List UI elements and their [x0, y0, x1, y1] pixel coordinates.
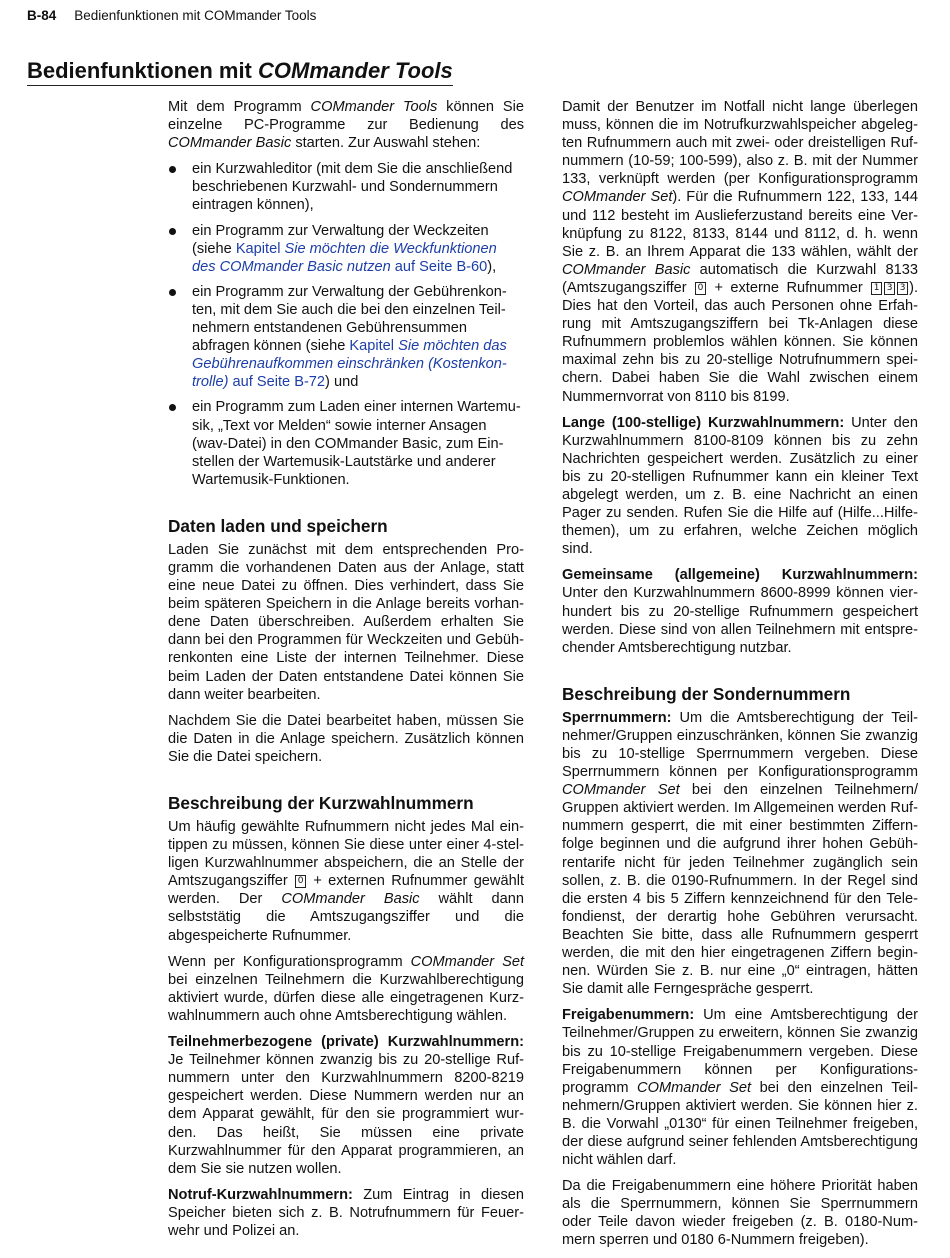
running-header [27, 8, 316, 23]
link-chapter-title: Sie möchten die Weckfunktionen des COMmander Basic nutzen [192, 240, 497, 275]
bullet-icon [169, 289, 176, 296]
section-heading-daten: Daten laden und speichern [168, 515, 388, 536]
text-run: starten. Zur Auswahl stehen: [291, 135, 481, 152]
link-page-ref: auf Seite B-60 [390, 258, 488, 275]
list-item [168, 222, 524, 276]
page-title-text: Bedienfunktionen mit [27, 58, 258, 83]
paragraph [562, 414, 918, 559]
running-title: Bedienfunktionen mit COMmander Tools [74, 8, 317, 23]
list-item [168, 160, 524, 214]
text-run: Um häufig gewählte Rufnummern nicht jedes Mal eintippen zu müssen, können Sie diese unter einer 4-stelligen Kurzwahlnummer abspeichern, die an Stelle der Amtszugangsziffer [168, 819, 524, 890]
left-column [168, 98, 524, 1248]
intro-paragraph [168, 98, 524, 152]
link-page-ref: auf Seite B-72 [228, 374, 326, 391]
chapter-link-weckfunktionen[interactable] [192, 241, 497, 275]
paragraph [168, 818, 524, 945]
list-item-text: ein Programm zum Laden einer internen Wartemusik, „Text vor Melden“ sowie interner Ansagen (wav-Datei) in den COMmander Basic, zum Einstellen der Wartemusik-Lautstärke und anderer Wartemusik-Funktionen. [192, 399, 521, 488]
list-item [168, 398, 524, 488]
list-item-text: ) und [325, 374, 359, 391]
key-icon: 0 [295, 875, 306, 888]
paragraph [562, 566, 918, 656]
product-name: COMmander Set [562, 189, 673, 206]
bullet-icon [169, 166, 176, 173]
link-chapter-title: Sie möchten das Gebührenaufkommen einschränken (Kostenkontrolle) [192, 338, 507, 391]
product-name: COMmander Basic [281, 891, 420, 908]
text-run: Wenn per Konfigurationsprogramm [168, 953, 411, 970]
run-in-heading: Gemeinsame (allgemeine) Kurzwahlnummern: [562, 567, 918, 584]
page-title-italic: COMmander Tools [258, 58, 453, 83]
text-run: Um die Amtsberechtigung der Teilnehmer/Gruppen einzuschränken, können Sie zwanzig bis zu 10-stellige Sperrnummern vergeben. Diese Sperrnummern können per Konfigurationsprogramm [562, 709, 918, 781]
paragraph: Nachdem Sie die Datei bearbeitet haben, müssen Sie die Daten in die Anlage speichern. Zusätzlich können Sie die Datei speichern. [168, 712, 524, 765]
run-in-heading: Sperrnummern: [562, 709, 672, 726]
key-icon: 3 [884, 282, 895, 295]
list-item-text: ), [487, 258, 497, 275]
text-run: + externen Rufnummer gewählt werden. Der [168, 873, 524, 908]
text-run: können Sie einzelne PC-Programme zur Bedienung des [168, 99, 524, 134]
text-run: ). Für die Rufnummern 122, 133, 144 und 112 besteht im Auslieferzustand bereits eine Verknüpfung zu 8122, 8133, 8144 und 8112, d. h. wenn Sie z. B. an Ihrem Apparat die 133 wählen, wählt der [562, 189, 918, 260]
text-run: Unter den Kurzwahlnummern 8100-8109 können bis zu zehn Nachrichten gespeichert werden. Zusätzlich zu einer bis zu 20-stelligen Rufnummer kann ein kleiner Text abgelegt werden, um z. B. eine Nachricht an einen Pager zu senden. Rufen Sie die Hilfe auf (Hilfe...Hilfethemen), um zu erfahren, welche Zeichen möglich sind. [562, 414, 918, 558]
paragraph [168, 953, 524, 1025]
link-text: Kapitel [235, 240, 285, 257]
bullet-icon [169, 404, 176, 411]
text-run: Zum Eintrag in diesen Speicher bieten sich z. B. Notrufnummern für Feuerwehr und Polizei an. [168, 1186, 524, 1239]
run-in-heading: Teilnehmerbezogene (private) Kurzwahlnummern: [168, 1034, 524, 1051]
product-name: COMmander Set [562, 782, 680, 799]
paragraph: Laden Sie zunächst mit dem entsprechenden Programm die vorhandenen Daten aus der Anlage, statt eine neue Datei zu öffnen. Dies verhindert, dass Sie beim späteren Speichern in die Anlage bereits vorhandene Daten überschreiben. Außerdem erhalten Sie dann bei den Programmen für Weckzeiten und Gebührenkonten eine Liste der internen Teilnehmer. Diese beim Laden der Daten entstandene Datei können Sie dann weiter bearbeiten. [168, 541, 524, 703]
list-item-text: ein Kurzwahleditor (mit dem Sie die anschließend beschriebenen Kurzwahl- und Sondernummern eintragen können), [192, 161, 513, 214]
text-run: bei den einzelnen Teilnehmern/Gruppen aktiviert werden. Sie können hier z. B. die Vorwahl „0130“ für einen Teilnehmer freigeben, der diese aufgrund seiner fehlenden Amtsberechtigung nicht wählen darf. [562, 1079, 918, 1169]
paragraph [562, 709, 918, 999]
key-icon: 0 [695, 282, 706, 295]
run-in-heading: Freigabenummern: [562, 1007, 695, 1024]
product-name: COMmander Basic [562, 261, 691, 278]
run-in-heading: Notruf-Kurzwahlnummern: [168, 1186, 353, 1203]
product-name: COMmander Tools [310, 99, 438, 115]
paragraph: Da die Freigabenummern eine höhere Priorität haben als die Sperrnummern, können Sie Sperrnummern oder Teile davon wieder freigeben (z. B. 0180-Nummern sperren und 0180 6-Nummern freigeben). [562, 1178, 918, 1249]
paragraph [168, 1033, 524, 1178]
section-heading-sonder: Beschreibung der Sondernummern [562, 683, 851, 704]
text-run: Damit der Benutzer im Notfall nicht lange überlegen muss, können die im Notrufkurzwahlspeicher abgelegten Rufnummern auch mit zwei- oder dreistelligen Rufnummern (10-59; 100-599), also z. B. mit der Nummer 133, verknüpft werden (per Konfigurationsprogramm [562, 99, 918, 188]
text-run: wählt dann selbststätig die Amtszugangsziffer und die abgespeicherte Rufnummer. [168, 891, 524, 944]
paragraph [562, 1006, 918, 1169]
list-item-text: ein Programm zur Verwaltung der Gebührenkonten, mit dem Sie auch die bei den einzelnen Teilnehmern entstandenen Gebührensummen abfragen können (siehe [192, 283, 507, 355]
list-item-text: ein Programm zur Verwaltung der Weckzeiten (siehe [192, 222, 489, 257]
program-list [168, 160, 524, 489]
product-name: COMmander Set [410, 953, 524, 970]
list-item [168, 283, 524, 392]
right-column [562, 98, 918, 1258]
text-run: Je Teilnehmer können zwanzig bis zu 20-stellige Rufnummern unter den Kurzwahlnummern 8200-8219 gespeichert werden. Diese Nummern werden nur an dem Apparat gewählt, für den sie programmiert wurden. Das heißt, Sie müssen eine private Kurzwahlnummer für den Apparat programmieren, an dem Sie sie nutzen wollen. [168, 1052, 524, 1177]
key-icon: 1 [871, 282, 882, 295]
bullet-icon [169, 228, 176, 235]
product-name: COMmander Basic [168, 135, 292, 152]
text-run: bei den einzelnen Teilnehmern/ Gruppen aktiviert werden. Im Allgemeinen werden Rufnummern gesperrt, die mit einer bestimmten Ziffernfolge beginnen und die aufgrund ihrer hohen Gebührentarife nicht für jeden Teilnehmer zugänglich sein sollen, z. B. die 0190-Rufnummern. In der Regel sind die ersten 4 bis 5 Ziffern kennzeichnend für den Telefondienst, der derartig hohe Gebühren verursacht. Beachten Sie bitte, dass alle Rufnummern gesperrt werden, die mit den hier eingetragenen Ziffern beginnen. Würden Sie z. B. nur eine „0“ eintragen, hätten Sie damit alle Ferngespräche gesperrt. [562, 782, 918, 998]
text-run: Um eine Amtsberechtigung der Teilnehmer/Gruppen zu erweitern, können Sie zwanzig bis zu 10-stellige Freigabenummern vergeben. Diese Freigabenummern können per Konfigurationsprogramm [562, 1007, 918, 1096]
text-run: + externe Rufnummer [707, 279, 871, 296]
paragraph [168, 1186, 524, 1240]
paragraph [562, 98, 918, 406]
text-run: Mit dem Programm [168, 99, 311, 115]
page-title [27, 58, 453, 86]
text-run: bei einzelnen Teilnehmern die Kurzwahlberechtigung aktiviert wurde, dürfen diese alle eingetragenen Kurzwahlnummern auch ohne Amtsberechtigung wählen. [168, 971, 524, 1024]
run-in-heading: Lange (100-stellige) Kurzwahlnummern: [562, 414, 845, 431]
text-run: Unter den Kurzwahlnummern 8600-8999 können vierhundert bis zu 20-stellige Rufnummern gespeichert werden. Diese sind von allen Teilnehmern mit entsprechender Amtsberechtigung nutzbar. [562, 585, 918, 656]
product-name: COMmander Set [637, 1079, 752, 1096]
text-run: automatisch die Kurzwahl 8133 (Amtszugangsziffer [562, 261, 918, 296]
key-icon: 3 [897, 282, 908, 295]
section-heading-kurzwahl: Beschreibung der Kurzwahlnummern [168, 793, 474, 813]
page-number: B-84 [27, 8, 57, 23]
text-run: ). Dies hat den Vorteil, das auch Personen ohne Erfahrung mit Amtszugangsziffern bei Tk-Anlagen diese Rufnummern problemlos wählen können. Sie können maximal zehn bis zu 20-stellige Notrufnummern speichern. Dabei haben Sie die Wahl zwischen einem Nummernvorrat von 8110 bis 8199. [562, 279, 918, 405]
link-text: Kapitel [349, 338, 399, 355]
